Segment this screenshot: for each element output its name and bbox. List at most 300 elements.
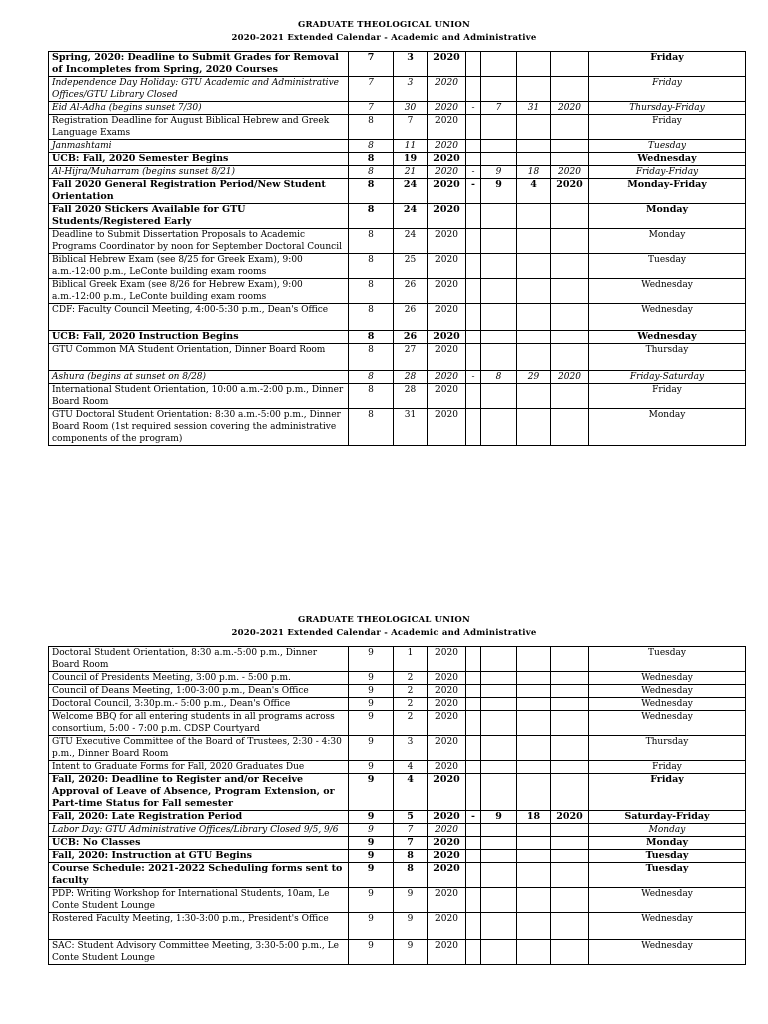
range-dash — [466, 761, 481, 774]
start-year: 2020 — [428, 736, 466, 761]
start-month: 8 — [349, 254, 394, 279]
start-month: 8 — [349, 166, 394, 179]
weekday: Friday — [589, 115, 746, 140]
calendar-row — [49, 863, 746, 888]
end-day — [517, 331, 551, 344]
calendar-row — [49, 229, 746, 254]
end-day — [517, 774, 551, 811]
weekday: Thursday-Friday — [589, 102, 746, 115]
end-year — [551, 344, 589, 371]
end-year — [551, 77, 589, 102]
end-month — [481, 331, 517, 344]
weekday: Saturday-Friday — [589, 811, 746, 824]
calendar-row — [49, 279, 746, 304]
weekday: Tuesday — [589, 254, 746, 279]
end-day — [517, 384, 551, 409]
end-year — [551, 304, 589, 331]
start-day: 27 — [394, 344, 428, 371]
start-day: 5 — [394, 811, 428, 824]
end-day — [517, 77, 551, 102]
range-dash — [466, 384, 481, 409]
event-description: CDF: Faculty Council Meeting, 4:00-5:30 p.m., Dean's Office — [49, 304, 349, 331]
range-dash — [466, 647, 481, 672]
start-day: 24 — [394, 179, 428, 204]
end-month — [481, 913, 517, 940]
weekday: Friday-Friday — [589, 166, 746, 179]
start-month: 9 — [349, 711, 394, 736]
weekday: Tuesday — [589, 647, 746, 672]
end-year: 2020 — [551, 371, 589, 384]
end-month — [481, 204, 517, 229]
range-dash — [466, 940, 481, 965]
start-year: 2020 — [428, 279, 466, 304]
calendar-row — [49, 254, 746, 279]
range-dash — [466, 850, 481, 863]
end-year — [551, 863, 589, 888]
start-year: 2020 — [428, 102, 466, 115]
start-year: 2020 — [428, 672, 466, 685]
end-month — [481, 863, 517, 888]
range-dash — [466, 672, 481, 685]
weekday: Friday — [589, 77, 746, 102]
event-description: UCB: No Classes — [49, 837, 349, 850]
end-year — [551, 837, 589, 850]
end-year — [551, 888, 589, 913]
start-year: 2020 — [428, 863, 466, 888]
start-month: 8 — [349, 304, 394, 331]
range-dash — [466, 698, 481, 711]
range-dash — [466, 52, 481, 77]
weekday: Wednesday — [589, 698, 746, 711]
start-year: 2020 — [428, 179, 466, 204]
start-month: 8 — [349, 140, 394, 153]
start-day: 4 — [394, 761, 428, 774]
end-year: 2020 — [551, 102, 589, 115]
calendar-row — [49, 344, 746, 371]
calendar-row — [49, 672, 746, 685]
event-description: Rostered Faculty Meeting, 1:30-3:00 p.m., President's Office — [49, 913, 349, 940]
start-month: 9 — [349, 913, 394, 940]
calendar-table — [48, 646, 746, 965]
end-year — [551, 229, 589, 254]
end-day — [517, 204, 551, 229]
range-dash — [466, 824, 481, 837]
range-dash — [466, 304, 481, 331]
calendar-row — [49, 179, 746, 204]
event-description: Janmashtami — [49, 140, 349, 153]
start-month: 8 — [349, 331, 394, 344]
range-dash: - — [466, 811, 481, 824]
start-day: 2 — [394, 685, 428, 698]
calendar-row — [49, 331, 746, 344]
start-month: 9 — [349, 761, 394, 774]
start-year: 2020 — [428, 698, 466, 711]
start-year: 2020 — [428, 52, 466, 77]
weekday: Monday — [589, 229, 746, 254]
event-description: UCB: Fall, 2020 Semester Begins — [49, 153, 349, 166]
start-month: 9 — [349, 837, 394, 850]
weekday: Wednesday — [589, 304, 746, 331]
start-month: 9 — [349, 698, 394, 711]
end-day — [517, 837, 551, 850]
range-dash — [466, 863, 481, 888]
event-description: Independence Day Holiday: GTU Academic and Administrative Offices/GTU Library Closed — [49, 77, 349, 102]
start-year: 2020 — [428, 409, 466, 446]
start-year: 2020 — [428, 384, 466, 409]
end-year: 2020 — [551, 166, 589, 179]
weekday: Wednesday — [589, 153, 746, 166]
start-year: 2020 — [428, 115, 466, 140]
end-year — [551, 647, 589, 672]
end-year — [551, 52, 589, 77]
end-day — [517, 140, 551, 153]
end-year — [551, 384, 589, 409]
start-month: 8 — [349, 179, 394, 204]
end-year — [551, 672, 589, 685]
weekday: Thursday — [589, 736, 746, 761]
end-day — [517, 685, 551, 698]
end-month — [481, 647, 517, 672]
start-month: 7 — [349, 77, 394, 102]
start-month: 9 — [349, 863, 394, 888]
weekday: Thursday — [589, 344, 746, 371]
start-day: 21 — [394, 166, 428, 179]
start-month: 9 — [349, 940, 394, 965]
event-description: Intent to Graduate Forms for Fall, 2020 Graduates Due — [49, 761, 349, 774]
end-day: 18 — [517, 166, 551, 179]
weekday: Friday-Saturday — [589, 371, 746, 384]
end-day — [517, 647, 551, 672]
start-year: 2020 — [428, 888, 466, 913]
end-month — [481, 115, 517, 140]
end-year — [551, 736, 589, 761]
event-description: Council of Presidents Meeting, 3:00 p.m. - 5:00 p.m. — [49, 672, 349, 685]
weekday: Monday — [589, 204, 746, 229]
start-year: 2020 — [428, 254, 466, 279]
range-dash — [466, 913, 481, 940]
start-month: 8 — [349, 229, 394, 254]
end-month — [481, 254, 517, 279]
start-day: 25 — [394, 254, 428, 279]
start-day: 3 — [394, 52, 428, 77]
end-month — [481, 940, 517, 965]
event-description: Doctoral Council, 3:30p.m.- 5:00 p.m., Dean's Office — [49, 698, 349, 711]
end-day: 4 — [517, 179, 551, 204]
start-year: 2020 — [428, 77, 466, 102]
end-day — [517, 153, 551, 166]
calendar-row — [49, 837, 746, 850]
weekday: Wednesday — [589, 279, 746, 304]
calendar-row — [49, 811, 746, 824]
start-day: 7 — [394, 115, 428, 140]
end-month — [481, 850, 517, 863]
range-dash — [466, 140, 481, 153]
start-year: 2020 — [428, 153, 466, 166]
range-dash — [466, 279, 481, 304]
calendar-row — [49, 698, 746, 711]
end-month — [481, 409, 517, 446]
start-day: 4 — [394, 774, 428, 811]
calendar-row — [49, 774, 746, 811]
start-year: 2020 — [428, 824, 466, 837]
start-month: 8 — [349, 115, 394, 140]
start-day: 3 — [394, 77, 428, 102]
end-day — [517, 736, 551, 761]
end-year — [551, 698, 589, 711]
end-month — [481, 52, 517, 77]
calendar-row — [49, 685, 746, 698]
start-month: 8 — [349, 371, 394, 384]
weekday: Monday-Friday — [589, 179, 746, 204]
start-day: 7 — [394, 837, 428, 850]
start-month: 9 — [349, 888, 394, 913]
calendar-row — [49, 52, 746, 77]
range-dash — [466, 685, 481, 698]
start-year: 2020 — [428, 774, 466, 811]
range-dash — [466, 774, 481, 811]
end-day: 29 — [517, 371, 551, 384]
calendar-row — [49, 913, 746, 940]
end-day — [517, 344, 551, 371]
end-month — [481, 344, 517, 371]
end-month — [481, 229, 517, 254]
range-dash — [466, 115, 481, 140]
weekday: Friday — [589, 384, 746, 409]
start-day: 28 — [394, 371, 428, 384]
start-day: 9 — [394, 888, 428, 913]
end-month — [481, 824, 517, 837]
event-description: GTU Common MA Student Orientation, Dinner Board Room — [49, 344, 349, 371]
end-year: 2020 — [551, 811, 589, 824]
start-year: 2020 — [428, 229, 466, 254]
range-dash — [466, 331, 481, 344]
start-day: 2 — [394, 711, 428, 736]
end-year — [551, 824, 589, 837]
start-day: 28 — [394, 384, 428, 409]
end-day — [517, 698, 551, 711]
start-year: 2020 — [428, 711, 466, 736]
end-day: 31 — [517, 102, 551, 115]
page-title: GRADUATE THEOLOGICAL UNION — [297, 20, 471, 30]
end-day — [517, 254, 551, 279]
end-year — [551, 153, 589, 166]
start-day: 24 — [394, 204, 428, 229]
start-day: 7 — [394, 824, 428, 837]
event-description: Course Schedule: 2021-2022 Scheduling forms sent to faculty — [49, 863, 349, 888]
start-year: 2020 — [428, 647, 466, 672]
end-year — [551, 774, 589, 811]
start-day: 1 — [394, 647, 428, 672]
end-year — [551, 254, 589, 279]
weekday: Wednesday — [589, 940, 746, 965]
end-month — [481, 672, 517, 685]
range-dash — [466, 736, 481, 761]
start-day: 8 — [394, 863, 428, 888]
end-day — [517, 304, 551, 331]
calendar-row — [49, 384, 746, 409]
calendar-row — [49, 824, 746, 837]
weekday: Friday — [589, 52, 746, 77]
end-month — [481, 384, 517, 409]
end-day — [517, 229, 551, 254]
weekday: Wednesday — [589, 672, 746, 685]
calendar-row — [49, 102, 746, 115]
calendar-row — [49, 140, 746, 153]
range-dash: - — [466, 166, 481, 179]
event-description: International Student Orientation, 10:00 a.m.-2:00 p.m., Dinner Board Room — [49, 384, 349, 409]
start-year: 2020 — [428, 166, 466, 179]
end-month — [481, 888, 517, 913]
calendar-row — [49, 371, 746, 384]
event-description: Deadline to Submit Dissertation Proposals to Academic Programs Coordinator by noon for September Doctoral Council — [49, 229, 349, 254]
start-day: 11 — [394, 140, 428, 153]
end-year — [551, 913, 589, 940]
end-month — [481, 761, 517, 774]
start-day: 3 — [394, 736, 428, 761]
weekday: Wednesday — [589, 913, 746, 940]
start-day: 2 — [394, 672, 428, 685]
range-dash: - — [466, 102, 481, 115]
event-description: Registration Deadline for August Biblical Hebrew and Greek Language Exams — [49, 115, 349, 140]
weekday: Monday — [589, 837, 746, 850]
calendar-table — [48, 51, 746, 446]
start-day: 31 — [394, 409, 428, 446]
start-year: 2020 — [428, 913, 466, 940]
start-day: 26 — [394, 331, 428, 344]
end-month — [481, 837, 517, 850]
calendar-row — [49, 115, 746, 140]
event-description: Biblical Hebrew Exam (see 8/25 for Greek Exam), 9:00 a.m.-12:00 p.m., LeConte building exam rooms — [49, 254, 349, 279]
end-year — [551, 685, 589, 698]
weekday: Monday — [589, 824, 746, 837]
calendar-row — [49, 888, 746, 913]
range-dash: - — [466, 371, 481, 384]
page-title: GRADUATE THEOLOGICAL UNION — [297, 615, 471, 625]
end-month — [481, 279, 517, 304]
start-year: 2020 — [428, 761, 466, 774]
end-day — [517, 279, 551, 304]
calendar-row — [49, 940, 746, 965]
start-day: 9 — [394, 940, 428, 965]
end-month — [481, 77, 517, 102]
weekday: Tuesday — [589, 140, 746, 153]
start-year: 2020 — [428, 837, 466, 850]
event-description: GTU Executive Committee of the Board of Trustees, 2:30 - 4:30 p.m., Dinner Board Room — [49, 736, 349, 761]
range-dash — [466, 888, 481, 913]
calendar-row — [49, 204, 746, 229]
calendar-row — [49, 647, 746, 672]
event-description: Fall 2020 General Registration Period/New Student Orientation — [49, 179, 349, 204]
end-day — [517, 824, 551, 837]
event-description: Doctoral Student Orientation, 8:30 a.m.-5:00 p.m., Dinner Board Room — [49, 647, 349, 672]
event-description: SAC: Student Advisory Committee Meeting, 3:30-5:00 p.m., Le Conte Student Lounge — [49, 940, 349, 965]
end-month — [481, 304, 517, 331]
range-dash — [466, 153, 481, 166]
start-day: 26 — [394, 279, 428, 304]
range-dash — [466, 204, 481, 229]
end-year — [551, 711, 589, 736]
end-day — [517, 888, 551, 913]
event-description: Fall 2020 Stickers Available for GTU Students/Registered Early — [49, 204, 349, 229]
calendar-row — [49, 761, 746, 774]
start-year: 2020 — [428, 331, 466, 344]
start-month: 8 — [349, 204, 394, 229]
end-day — [517, 115, 551, 140]
start-month: 7 — [349, 52, 394, 77]
calendar-row — [49, 153, 746, 166]
event-description: Al-Hijra/Muharram (begins sunset 8/21) — [49, 166, 349, 179]
event-description: Eid Al-Adha (begins sunset 7/30) — [49, 102, 349, 115]
calendar-row — [49, 304, 746, 331]
weekday: Wednesday — [589, 888, 746, 913]
start-month: 8 — [349, 384, 394, 409]
start-year: 2020 — [428, 940, 466, 965]
start-month: 9 — [349, 647, 394, 672]
end-month: 9 — [481, 166, 517, 179]
end-year — [551, 940, 589, 965]
start-month: 9 — [349, 736, 394, 761]
start-month: 9 — [349, 824, 394, 837]
calendar-row — [49, 736, 746, 761]
start-month: 9 — [349, 685, 394, 698]
end-day — [517, 711, 551, 736]
end-month — [481, 774, 517, 811]
end-day — [517, 409, 551, 446]
end-year: 2020 — [551, 179, 589, 204]
start-day: 8 — [394, 850, 428, 863]
start-day: 30 — [394, 102, 428, 115]
calendar-row — [49, 711, 746, 736]
start-year: 2020 — [428, 304, 466, 331]
start-year: 2020 — [428, 371, 466, 384]
weekday: Friday — [589, 774, 746, 811]
end-day — [517, 52, 551, 77]
end-month — [481, 736, 517, 761]
start-month: 8 — [349, 344, 394, 371]
end-month — [481, 685, 517, 698]
calendar-row — [49, 850, 746, 863]
calendar-row — [49, 409, 746, 446]
end-year — [551, 204, 589, 229]
weekday: Wednesday — [589, 711, 746, 736]
end-month — [481, 140, 517, 153]
weekday: Monday — [589, 409, 746, 446]
event-description: Labor Day: GTU Administrative Offices/Library Closed 9/5, 9/6 — [49, 824, 349, 837]
weekday: Wednesday — [589, 685, 746, 698]
start-month: 9 — [349, 672, 394, 685]
start-day: 9 — [394, 913, 428, 940]
range-dash — [466, 254, 481, 279]
end-year — [551, 331, 589, 344]
event-description: Fall, 2020: Late Registration Period — [49, 811, 349, 824]
end-year — [551, 761, 589, 774]
end-year — [551, 140, 589, 153]
page-subtitle: 2020-2021 Extended Calendar - Academic and Administrative — [231, 33, 537, 43]
start-day: 26 — [394, 304, 428, 331]
start-day: 2 — [394, 698, 428, 711]
calendar-row — [49, 77, 746, 102]
range-dash — [466, 344, 481, 371]
start-year: 2020 — [428, 685, 466, 698]
range-dash — [466, 229, 481, 254]
start-year: 2020 — [428, 140, 466, 153]
calendar-row — [49, 166, 746, 179]
start-year: 2020 — [428, 811, 466, 824]
end-month: 9 — [481, 179, 517, 204]
range-dash — [466, 711, 481, 736]
event-description: Council of Deans Meeting, 1:00-3:00 p.m., Dean's Office — [49, 685, 349, 698]
end-month — [481, 698, 517, 711]
